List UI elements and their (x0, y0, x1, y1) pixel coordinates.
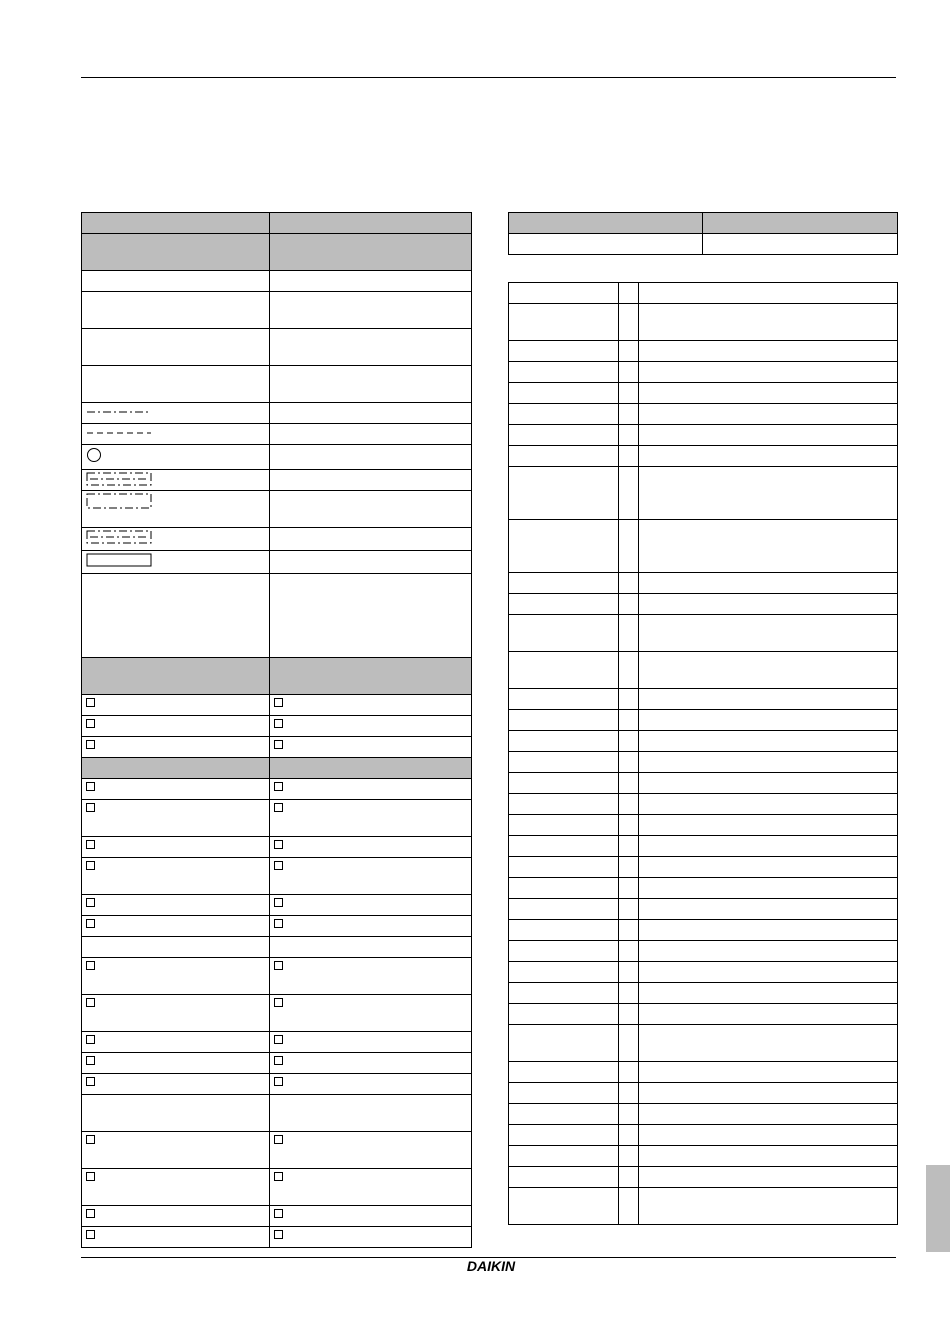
checkbox-symbol (86, 1172, 95, 1181)
legend-cell (270, 1132, 472, 1169)
parts-cell (509, 1167, 619, 1188)
parts-cell (509, 425, 619, 446)
parts-cell (639, 710, 898, 731)
legend-cell (270, 1074, 472, 1095)
legend-cell (82, 292, 270, 329)
parts-cell (639, 652, 898, 689)
parts-cell (639, 920, 898, 941)
checkbox-symbol (274, 719, 283, 728)
legend-cell (270, 916, 472, 937)
checkbox-symbol (274, 998, 283, 1007)
chapter-tab (926, 1165, 950, 1252)
parts-cell (619, 983, 639, 1004)
legend-cell (82, 1053, 270, 1074)
parts-cell (509, 615, 619, 652)
parts-cell (619, 794, 639, 815)
parts-cell (509, 920, 619, 941)
parts-cell (619, 731, 639, 752)
parts-cell (639, 467, 898, 520)
legend-subheader-cell (270, 658, 472, 695)
legend-subheader-cell (82, 658, 270, 695)
parts-cell (619, 615, 639, 652)
legend-cell (82, 716, 270, 737)
parts-cell (639, 857, 898, 878)
legend-cell (270, 800, 472, 837)
parts-cell (619, 878, 639, 899)
legend-cell (270, 366, 472, 403)
legend-cell (270, 445, 472, 470)
checkbox-symbol (86, 803, 95, 812)
parts-cell (619, 1188, 639, 1225)
legend-cell (82, 1095, 270, 1132)
parts-cell (619, 362, 639, 383)
legend-subheader-cell (82, 234, 270, 271)
parts-cell (509, 520, 619, 573)
parts-cell (509, 594, 619, 615)
parts-cell (509, 1004, 619, 1025)
parts-cell (509, 731, 619, 752)
parts-cell (509, 467, 619, 520)
legend-cell (270, 779, 472, 800)
parts-cell (639, 1188, 898, 1225)
brand-wordmark: DAIKIN (466, 1258, 516, 1274)
legend-cell (270, 491, 472, 528)
parts-cell (639, 283, 898, 304)
parts-cell (619, 573, 639, 594)
parts-cell (509, 752, 619, 773)
legend-cell (270, 958, 472, 995)
parts-cell (639, 1125, 898, 1146)
parts-cell (619, 941, 639, 962)
legend-subheader-cell (82, 758, 270, 779)
parts-cell (639, 1083, 898, 1104)
parts-cell (639, 836, 898, 857)
parts-cell (619, 404, 639, 425)
parts-cell (639, 1062, 898, 1083)
legend-cell (82, 858, 270, 895)
parts-cell (639, 446, 898, 467)
legend-cell (270, 858, 472, 895)
legend-cell (82, 271, 270, 292)
parts-cell (509, 689, 619, 710)
legend-cell (270, 271, 472, 292)
parts-cell (639, 1004, 898, 1025)
legend-table (81, 212, 472, 1248)
legend-subheader-cell (270, 234, 472, 271)
checkbox-symbol (274, 1230, 283, 1239)
legend-cell (82, 937, 270, 958)
checkbox-symbol (86, 719, 95, 728)
legend-cell (82, 1074, 270, 1095)
parts-cell (639, 731, 898, 752)
table-cell (703, 234, 898, 255)
parts-cell (509, 1025, 619, 1062)
checkbox-symbol (274, 1172, 283, 1181)
legend-cell (270, 528, 472, 551)
parts-cell (619, 1125, 639, 1146)
circle-symbol (86, 447, 102, 463)
parts-cell (639, 1146, 898, 1167)
legend-cell (270, 716, 472, 737)
legend-cell (82, 1227, 270, 1248)
parts-cell (619, 1167, 639, 1188)
checkbox-symbol (274, 782, 283, 791)
checkbox-symbol (274, 740, 283, 749)
legend-cell (82, 528, 270, 551)
dash-dot-box-symbol (86, 530, 152, 544)
dash-dot-box-symbol (86, 472, 152, 486)
parts-cell (639, 1025, 898, 1062)
parts-cell (509, 962, 619, 983)
dashed-line-symbol (86, 426, 152, 438)
legend-cell (82, 995, 270, 1032)
legend-cell (270, 403, 472, 424)
legend-cell (82, 424, 270, 445)
header-rule (81, 77, 896, 78)
legend-cell (82, 329, 270, 366)
legend-cell (270, 1053, 472, 1074)
parts-cell (639, 941, 898, 962)
parts-cell (509, 573, 619, 594)
parts-cell (639, 878, 898, 899)
parts-cell (509, 652, 619, 689)
parts-cell (619, 283, 639, 304)
parts-cell (619, 815, 639, 836)
parts-cell (509, 1083, 619, 1104)
legend-cell (82, 695, 270, 716)
legend-cell (82, 958, 270, 995)
parts-cell (639, 404, 898, 425)
parts-cell (619, 857, 639, 878)
legend-cell (270, 1169, 472, 1206)
checkbox-symbol (86, 1209, 95, 1218)
parts-cell (639, 383, 898, 404)
parts-cell (619, 1146, 639, 1167)
checkbox-symbol (274, 1077, 283, 1086)
parts-cell (509, 857, 619, 878)
parts-cell (619, 962, 639, 983)
legend-header-cell (270, 213, 472, 234)
legend-cell (82, 1206, 270, 1227)
parts-cell (619, 594, 639, 615)
header-cell (509, 213, 703, 234)
parts-cell (509, 383, 619, 404)
parts-cell (619, 304, 639, 341)
legend-cell (270, 995, 472, 1032)
parts-cell (619, 899, 639, 920)
parts-cell (509, 794, 619, 815)
parts-cell (509, 1188, 619, 1225)
parts-cell (509, 304, 619, 341)
parts-cell (619, 1025, 639, 1062)
checkbox-symbol (86, 919, 95, 928)
parts-cell (619, 773, 639, 794)
parts-cell (509, 773, 619, 794)
parts-cell (639, 1167, 898, 1188)
parts-cell (639, 362, 898, 383)
checkbox-symbol (86, 861, 95, 870)
parts-cell (509, 899, 619, 920)
checkbox-symbol (86, 840, 95, 849)
parts-cell (619, 752, 639, 773)
solid-box-symbol (86, 553, 152, 567)
parts-cell (619, 341, 639, 362)
legend-cell (82, 574, 270, 658)
legend-subheader-cell (270, 758, 472, 779)
legend-cell (270, 1206, 472, 1227)
table-cell (509, 234, 703, 255)
legend-cell (270, 1032, 472, 1053)
parts-cell (639, 983, 898, 1004)
legend-cell (82, 737, 270, 758)
parts-cell (619, 652, 639, 689)
legend-cell (82, 1032, 270, 1053)
parts-cell (619, 1004, 639, 1025)
parts-cell (639, 794, 898, 815)
checkbox-symbol (86, 1056, 95, 1065)
checkbox-symbol (86, 961, 95, 970)
legend-cell (270, 737, 472, 758)
legend-cell (82, 491, 270, 528)
parts-cell (509, 710, 619, 731)
checkbox-symbol (86, 898, 95, 907)
parts-cell (509, 341, 619, 362)
parts-cell (619, 1083, 639, 1104)
parts-cell (619, 520, 639, 573)
parts-cell (619, 1062, 639, 1083)
checkbox-symbol (86, 1230, 95, 1239)
legend-cell (270, 1095, 472, 1132)
legend-cell (270, 895, 472, 916)
parts-cell (619, 920, 639, 941)
checkbox-symbol (274, 1135, 283, 1144)
parts-cell (639, 520, 898, 573)
legend-cell (82, 895, 270, 916)
parts-table (508, 282, 898, 1225)
legend-cell (82, 470, 270, 491)
parts-cell (619, 446, 639, 467)
parts-cell (509, 446, 619, 467)
checkbox-symbol (86, 782, 95, 791)
parts-cell (619, 1104, 639, 1125)
dash-dot-line-symbol (86, 405, 152, 417)
checkbox-symbol (86, 1135, 95, 1144)
parts-cell (509, 815, 619, 836)
parts-cell (619, 710, 639, 731)
parts-cell (639, 752, 898, 773)
checkbox-symbol (274, 861, 283, 870)
legend-cell (270, 837, 472, 858)
legend-cell (82, 779, 270, 800)
checkbox-symbol (274, 1056, 283, 1065)
parts-cell (639, 815, 898, 836)
parts-cell (509, 941, 619, 962)
parts-cell (509, 983, 619, 1004)
legend-header-cell (82, 213, 270, 234)
checkbox-symbol (86, 698, 95, 707)
parts-cell (509, 404, 619, 425)
checkbox-symbol (86, 740, 95, 749)
legend-cell (82, 551, 270, 574)
legend-cell (82, 1169, 270, 1206)
checkbox-symbol (274, 698, 283, 707)
checkbox-symbol (274, 1035, 283, 1044)
legend-cell (82, 403, 270, 424)
legend-cell (82, 800, 270, 837)
parts-cell (619, 467, 639, 520)
parts-cell (639, 594, 898, 615)
parts-cell (509, 1125, 619, 1146)
checkbox-symbol (274, 961, 283, 970)
legend-cell (270, 470, 472, 491)
parts-cell (619, 425, 639, 446)
parts-cell (619, 836, 639, 857)
legend-cell (270, 424, 472, 445)
parts-cell (639, 573, 898, 594)
translation-header-table (508, 212, 898, 255)
legend-cell (82, 445, 270, 470)
legend-cell (270, 292, 472, 329)
parts-cell (509, 1062, 619, 1083)
checkbox-symbol (86, 998, 95, 1007)
daikin-logo (446, 1257, 536, 1277)
legend-cell (270, 574, 472, 658)
parts-cell (639, 962, 898, 983)
legend-cell (82, 1132, 270, 1169)
parts-cell (619, 689, 639, 710)
parts-cell (619, 383, 639, 404)
checkbox-symbol (274, 803, 283, 812)
parts-cell (509, 362, 619, 383)
legend-cell (82, 916, 270, 937)
parts-cell (639, 1104, 898, 1125)
checkbox-symbol (86, 1077, 95, 1086)
checkbox-symbol (274, 919, 283, 928)
parts-cell (639, 773, 898, 794)
checkbox-symbol (274, 840, 283, 849)
checkbox-symbol (86, 1035, 95, 1044)
legend-cell (270, 329, 472, 366)
header-cell (703, 213, 898, 234)
legend-cell (82, 366, 270, 403)
parts-cell (639, 341, 898, 362)
checkbox-symbol (274, 1209, 283, 1218)
parts-cell (639, 615, 898, 652)
legend-cell (270, 551, 472, 574)
parts-cell (509, 836, 619, 857)
legend-cell (270, 937, 472, 958)
dash-dot-box-symbol (86, 493, 152, 509)
parts-cell (509, 1104, 619, 1125)
parts-cell (639, 425, 898, 446)
checkbox-symbol (274, 898, 283, 907)
legend-cell (270, 695, 472, 716)
parts-cell (509, 878, 619, 899)
legend-cell (82, 837, 270, 858)
parts-cell (509, 283, 619, 304)
parts-cell (639, 899, 898, 920)
legend-cell (270, 1227, 472, 1248)
parts-cell (509, 1146, 619, 1167)
parts-cell (639, 304, 898, 341)
parts-cell (639, 689, 898, 710)
